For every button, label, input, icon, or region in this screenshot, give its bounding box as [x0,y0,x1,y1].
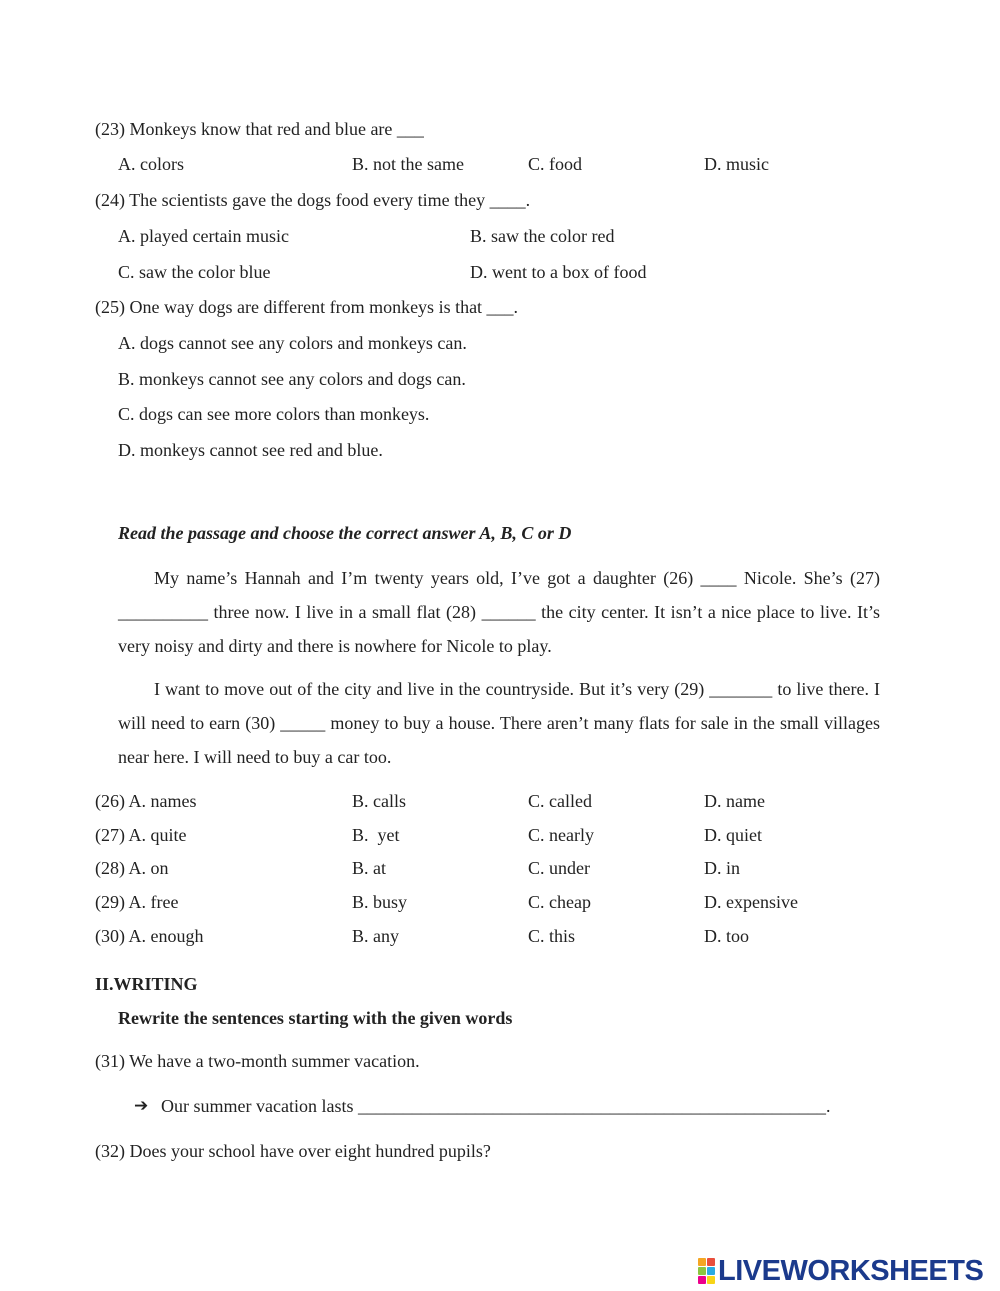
q25-option-c: C. dogs can see more colors than monkeys. [118,404,430,424]
q26-option-c: C. called [528,791,592,811]
question-32: (32) Does your school have over eight hundred pupils? [95,1141,491,1161]
q24-option-a: A. played certain music [118,226,289,246]
q23-option-b: B. not the same [352,154,464,174]
arrow-icon: ➔ [134,1096,149,1116]
q27-option-a: (27) A. quite [95,825,187,845]
q28-option-a: (28) A. on [95,858,169,878]
passage-paragraph-2: I want to move out of the city and live in the countryside. But it’s very (29) _______ to live there. I will need to earn (30) _____ money to buy a house. There aren’t many flats for sale in the small villages near here. I will need to buy a car too. [118,679,880,767]
q24-option-b: B. saw the color red [470,226,615,246]
logo-block [698,1258,706,1266]
q30-option-c: C. this [528,926,576,946]
logo-block [707,1267,715,1275]
writing-instruction: Rewrite the sentences starting with the given words [118,1008,513,1028]
q23-option-a: A. colors [118,154,184,174]
q27-option-c: C. nearly [528,825,594,845]
q29-option-b: B. busy [352,892,408,912]
q28-option-d: D. in [704,858,740,878]
logo-blocks-icon [698,1258,715,1284]
q23-option-d: D. music [704,154,769,174]
question-24: (24) The scientists gave the dogs food every time they ____. [95,190,531,210]
q29-option-a: (29) A. free [95,892,179,912]
passage-paragraph-1: My name’s Hannah and I’m twenty years old, I’ve got a daughter (26) ____ Nicole. She’s (27) __________ three now. I live in a small flat (28) ______ the city center. It isn’t a nice place to live. It’s very noisy and dirty and there is nowhere for Nicole to play. [118,568,880,656]
q27-option-b: B. yet [352,825,400,845]
q29-option-d: D. expensive [704,892,798,912]
logo-block [707,1258,715,1266]
liveworksheets-logo [698,1256,983,1286]
q30-option-d: D. too [704,926,749,946]
logo-block [698,1267,706,1275]
q26-option-a: (26) A. names [95,791,197,811]
q26-option-b: B. calls [352,791,406,811]
q30-option-a: (30) A. enough [95,926,204,946]
q28-option-b: B. at [352,858,386,878]
question-31: (31) We have a two-month summer vacation. [95,1051,420,1071]
q26-option-d: D. name [704,791,765,811]
logo-text: LIVEWORKSHEETS [718,1255,984,1287]
reading-instruction: Read the passage and choose the correct answer A, B, C or D [118,523,572,543]
writing-heading: II.WRITING [95,974,198,994]
q25-option-d: D. monkeys cannot see red and blue. [118,440,383,460]
q27-option-d: D. quiet [704,825,762,845]
logo-block [707,1276,715,1284]
q25-option-b: B. monkeys cannot see any colors and dogs can. [118,369,466,389]
question-25: (25) One way dogs are different from monkeys is that ___. [95,297,519,317]
q24-option-d: D. went to a box of food [470,262,647,282]
logo-block [698,1276,706,1284]
q30-option-b: B. any [352,926,399,946]
q28-option-c: C. under [528,858,590,878]
q31-answer-prompt: Our summer vacation lasts ____________________________________________________. [161,1096,831,1116]
q23-option-c: C. food [528,154,582,174]
q25-option-a: A. dogs cannot see any colors and monkeys can. [118,333,467,353]
q24-option-c: C. saw the color blue [118,262,271,282]
question-23: (23) Monkeys know that red and blue are ___ [95,119,424,139]
q29-option-c: C. cheap [528,892,591,912]
